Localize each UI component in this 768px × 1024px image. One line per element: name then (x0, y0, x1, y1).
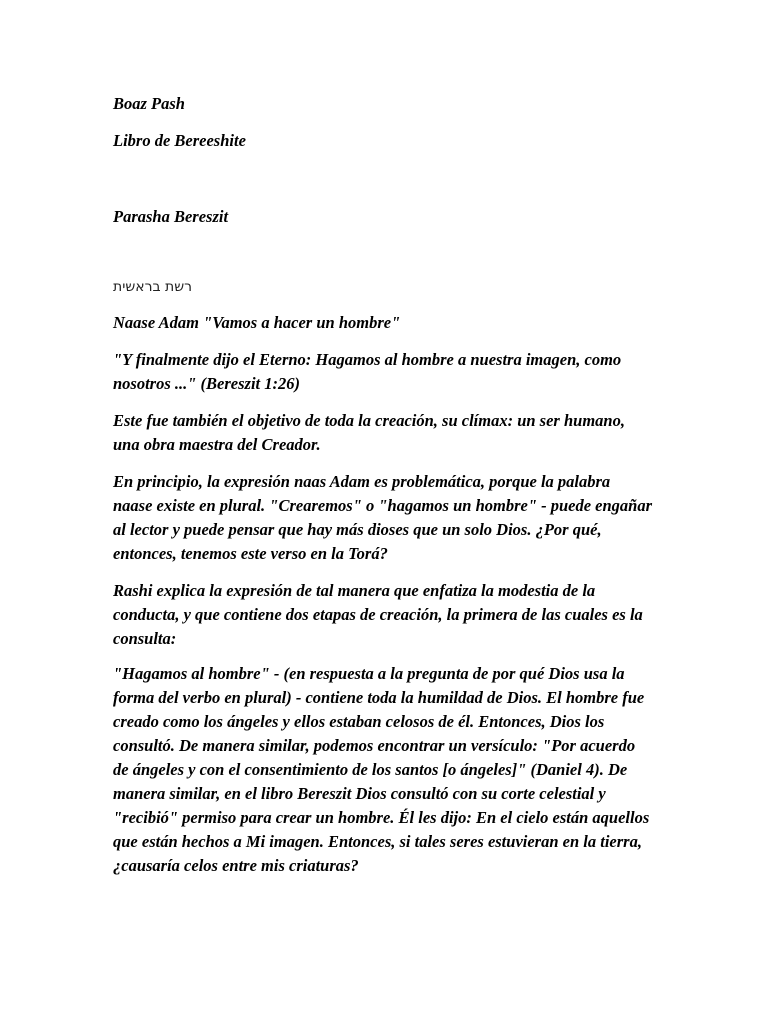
paragraph-1: "Y finalmente dijo el Eterno: Hagamos al hombre a nuestra imagen, como nosotros ..." (Bereszit 1:26) (113, 350, 622, 393)
paragraph-2: Este fue también el objetivo de toda la creación, su clímax: un ser humano, una obra maestra del Creador. (113, 411, 625, 454)
document-page (113, 0, 653, 1024)
paragraph-4: Rashi explica la expresión de tal manera que enfatiza la modestia de la conducta, y que contiene dos etapas de creación, la primera de las cuales es la consulta: (113, 581, 643, 648)
book-title: Libro de Bereeshite (113, 131, 246, 150)
author-line: Boaz Pash (113, 94, 185, 113)
hebrew-title: רשת בראשית (113, 279, 193, 295)
paragraph-3: En principio, la expresión naas Adam es problemática, porque la palabra naase existe en plural. "Crearemos" o "hagamos un hombre" - puede engañar al lector y puede pensar que hay más dioses que un solo Dios. ¿Por qué, entonces, tenemos este verso en la Torá? (113, 472, 653, 563)
paragraph-5: "Hagamos al hombre" - (en respuesta a la pregunta de por qué Dios usa la forma del verbo en plural) - contiene toda la humildad de Dios. El hombre fue creado como los ángeles y ellos estaban celosos de él. Entonces, Dios los consultó. De manera similar, podemos encontrar un versículo: "Por acuerdo de ángeles y con el consentimiento de los santos [o ángeles]" (Daniel 4). De manera similar, en el libro Bereszit Dios consultó con su corte celestial y "recibió" permiso para crear un hombre. Él les dijo: En el cielo están aquellos que están hechos a Mi imagen. Entonces, si tales seres estuvieran en la tierra, ¿causaría celos entre mis criaturas? (113, 664, 650, 875)
subtitle: Naase Adam "Vamos a hacer un hombre" (113, 313, 401, 332)
parasha-title: Parasha Bereszit (113, 207, 229, 226)
